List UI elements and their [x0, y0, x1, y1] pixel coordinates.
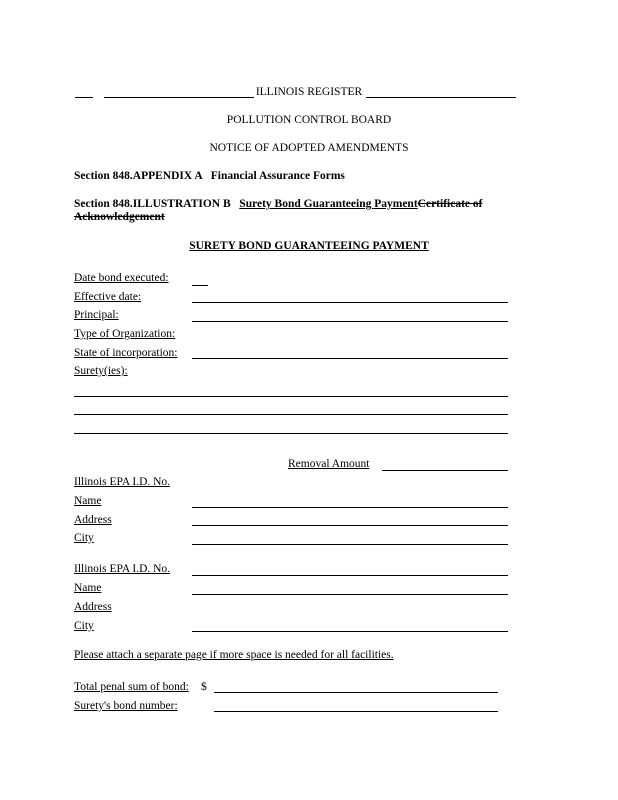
- dollar-sign: $: [201, 681, 207, 693]
- facility2-name-field[interactable]: [192, 594, 508, 595]
- label-principal: Principal:: [74, 309, 119, 321]
- facility2-city-field[interactable]: [192, 631, 508, 632]
- facility1-name-field[interactable]: [192, 507, 508, 508]
- facility1-city-label: City: [74, 532, 94, 544]
- sureties-line-3[interactable]: [74, 433, 508, 434]
- facility2-epa-field[interactable]: [192, 575, 508, 576]
- facility2-epa-label: Illinois EPA I.D. No.: [74, 563, 171, 575]
- facility1-city-field[interactable]: [192, 544, 508, 545]
- label-effective-date: Effective date:: [74, 291, 142, 303]
- section-illustration-deleted-2: Acknowledgement: [74, 211, 165, 223]
- section-illustration-deleted: Certificate of: [417, 198, 483, 210]
- section-appendix: Section 848.APPENDIX A Financial Assurance Forms: [74, 170, 345, 182]
- section-illustration-prefix: Section 848.ILLUSTRATION B: [74, 198, 231, 210]
- register-heading: ILLINOIS REGISTER: [255, 86, 363, 98]
- total-penal-field[interactable]: [214, 692, 498, 693]
- principal-field[interactable]: [192, 321, 508, 322]
- label-removal-amount: Removal Amount: [288, 458, 370, 470]
- removal-amount-field[interactable]: [382, 470, 508, 471]
- label-type-org: Type of Organization:: [74, 328, 176, 340]
- facility1-epa-label: Illinois EPA I.D. No.: [74, 476, 171, 488]
- header-rule-right: [366, 97, 516, 98]
- sureties-line-1[interactable]: [74, 396, 508, 397]
- attach-note: Please attach a separate page if more space is needed for all facilities.: [74, 649, 394, 661]
- facility1-name-label: Name: [74, 495, 102, 507]
- sureties-line-2[interactable]: [74, 414, 508, 415]
- label-sureties: Surety(ies):: [74, 365, 128, 377]
- section-illustration-added: Surety Bond Guaranteeing Payment: [239, 198, 418, 210]
- board-heading: POLLUTION CONTROL BOARD: [226, 114, 392, 126]
- facility2-name-label: Name: [74, 582, 102, 594]
- effective-date-field[interactable]: [192, 302, 508, 303]
- facility1-address-label: Address: [74, 514, 112, 526]
- state-inc-field[interactable]: [192, 358, 508, 359]
- section-illustration: [74, 197, 482, 211]
- surety-bond-number-label: Surety's bond number:: [74, 700, 178, 712]
- label-state-inc: State of incorporation:: [74, 347, 178, 359]
- facility1-address-field[interactable]: [192, 525, 508, 526]
- surety-bond-number-field[interactable]: [214, 711, 498, 712]
- notice-heading: NOTICE OF ADOPTED AMENDMENTS: [209, 142, 409, 154]
- facility2-city-label: City: [74, 620, 94, 632]
- date-executed-field[interactable]: [192, 285, 208, 286]
- facility2-address-label: Address: [74, 601, 112, 613]
- total-penal-label: Total penal sum of bond:: [74, 681, 189, 693]
- label-date-executed: Date bond executed:: [74, 272, 169, 284]
- form-title: SURETY BOND GUARANTEEING PAYMENT: [189, 240, 429, 252]
